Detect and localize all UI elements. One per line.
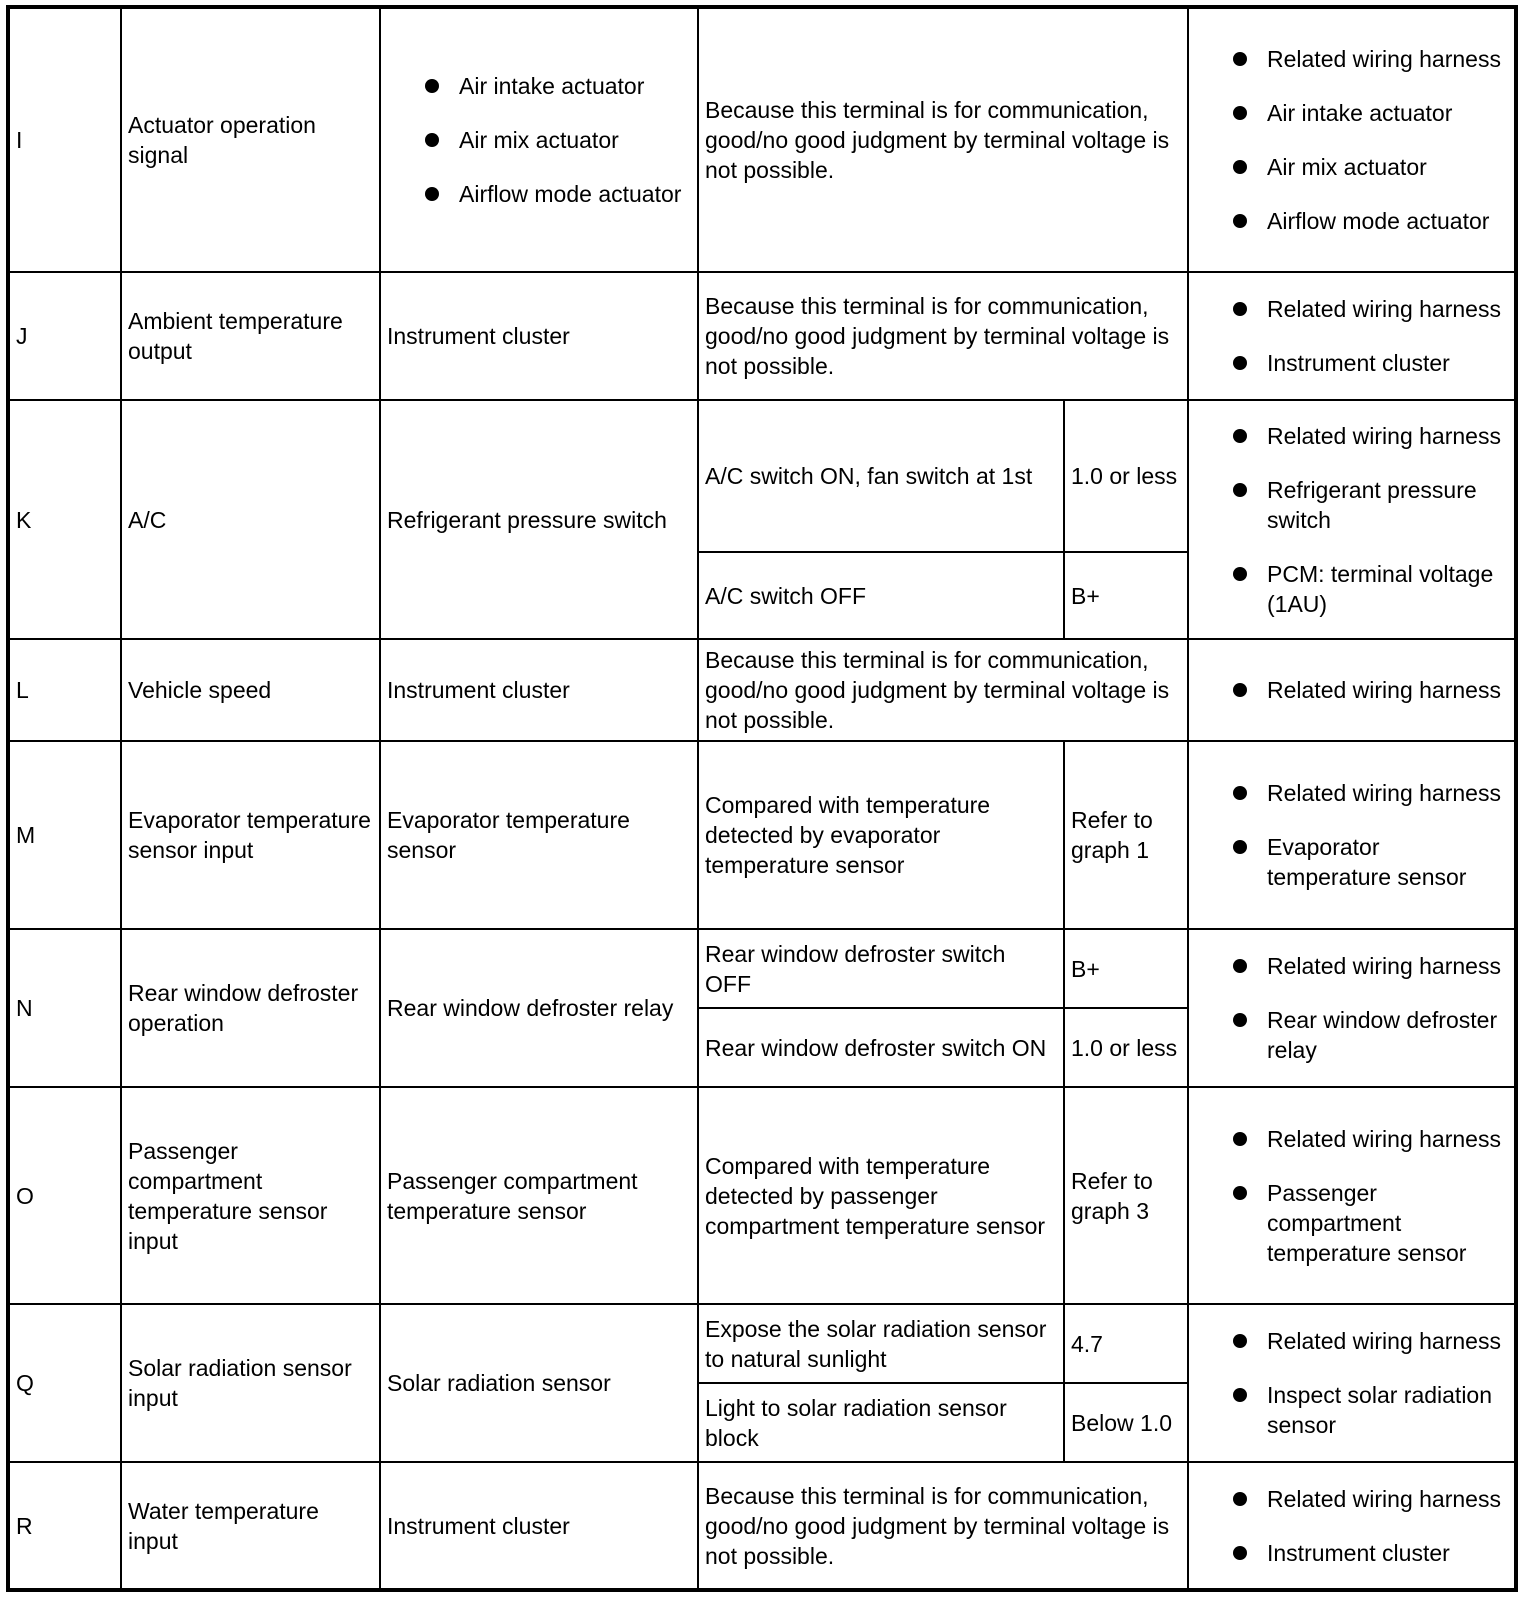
voltage-cell: Refer to graph 3	[1064, 1087, 1188, 1304]
check-items-list	[1229, 44, 1508, 236]
condition-cell: Light to solar radiation sensor block	[698, 1383, 1064, 1462]
check-items-cell	[1188, 7, 1516, 272]
table-row-l	[8, 639, 1516, 741]
condition-cell: A/C switch OFF	[698, 552, 1064, 639]
signal-cell: A/C	[121, 400, 380, 639]
condition-cell: Because this terminal is for communication, good/no good judgment by terminal voltage is not possible.	[698, 1462, 1188, 1590]
list-item: PCM: terminal voltage (1AU)	[1229, 559, 1508, 619]
signal-cell: Water temperature input	[121, 1462, 380, 1590]
condition-cell: Rear window defroster switch OFF	[698, 929, 1064, 1008]
table-row-j	[8, 272, 1516, 400]
table-row-r	[8, 1462, 1516, 1590]
condition-cell: Because this terminal is for communication, good/no good judgment by terminal voltage is not possible.	[698, 7, 1188, 272]
check-items-list	[1229, 294, 1508, 378]
table-row-n	[8, 929, 1516, 1008]
table-row-k	[8, 400, 1516, 552]
connected-to-cell: Instrument cluster	[380, 272, 698, 400]
condition-cell: Rear window defroster switch ON	[698, 1008, 1064, 1087]
terminal-cell: K	[8, 400, 121, 639]
connected-to-cell	[380, 7, 698, 272]
list-item: Refrigerant pressure switch	[1229, 475, 1508, 535]
condition-cell: Because this terminal is for communication, good/no good judgment by terminal voltage is not possible.	[698, 272, 1188, 400]
table-row-o	[8, 1087, 1516, 1304]
check-items-list	[1229, 1124, 1508, 1268]
list-item: Related wiring harness	[1229, 1484, 1508, 1514]
terminal-cell: O	[8, 1087, 121, 1304]
terminal-cell: J	[8, 272, 121, 400]
check-items-cell	[1188, 400, 1516, 639]
check-items-list	[1229, 778, 1508, 892]
connected-to-cell: Instrument cluster	[380, 1462, 698, 1590]
connected-to-cell: Refrigerant pressure switch	[380, 400, 698, 639]
list-item: Airflow mode actuator	[421, 179, 691, 209]
condition-cell: Compared with temperature detected by evaporator temperature sensor	[698, 741, 1064, 929]
check-items-cell	[1188, 1304, 1516, 1462]
list-item: Related wiring harness	[1229, 421, 1508, 451]
list-item: Instrument cluster	[1229, 348, 1508, 378]
check-items-cell	[1188, 639, 1516, 741]
signal-cell: Evaporator temperature sensor input	[121, 741, 380, 929]
check-items-list	[1229, 1326, 1508, 1440]
list-item: Related wiring harness	[1229, 1326, 1508, 1356]
check-items-list	[1229, 1484, 1508, 1568]
signal-cell: Vehicle speed	[121, 639, 380, 741]
voltage-cell: 1.0 or less	[1064, 400, 1188, 552]
table-row-q	[8, 1304, 1516, 1383]
voltage-cell: 1.0 or less	[1064, 1008, 1188, 1087]
voltage-cell: B+	[1064, 929, 1188, 1008]
list-item: Airflow mode actuator	[1229, 206, 1508, 236]
check-items-cell	[1188, 272, 1516, 400]
list-item: Related wiring harness	[1229, 294, 1508, 324]
list-item: Related wiring harness	[1229, 1124, 1508, 1154]
check-items-list	[1229, 421, 1508, 619]
signal-cell: Actuator operation signal	[121, 7, 380, 272]
check-items-list	[1229, 675, 1508, 705]
condition-cell: Expose the solar radiation sensor to natural sunlight	[698, 1304, 1064, 1383]
check-items-cell	[1188, 1462, 1516, 1590]
connected-to-cell: Instrument cluster	[380, 639, 698, 741]
terminal-cell: R	[8, 1462, 121, 1590]
list-item: Air mix actuator	[1229, 152, 1508, 182]
connected-to-list	[421, 71, 691, 209]
list-item: Related wiring harness	[1229, 44, 1508, 74]
connected-to-cell: Evaporator temperature sensor	[380, 741, 698, 929]
check-items-cell	[1188, 929, 1516, 1087]
condition-cell: Compared with temperature detected by passenger compartment temperature sensor	[698, 1087, 1064, 1304]
list-item: Inspect solar radiation sensor	[1229, 1380, 1508, 1440]
list-item: Rear window defroster relay	[1229, 1005, 1508, 1065]
list-item: Evaporator temperature sensor	[1229, 832, 1508, 892]
voltage-cell: Below 1.0	[1064, 1383, 1188, 1462]
list-item: Related wiring harness	[1229, 951, 1508, 981]
condition-cell: Because this terminal is for communication, good/no good judgment by terminal voltage is not possible.	[698, 639, 1188, 741]
list-item: Air intake actuator	[1229, 98, 1508, 128]
table-row-m	[8, 741, 1516, 929]
signal-cell: Passenger compartment temperature sensor input	[121, 1087, 380, 1304]
signal-cell: Rear window defroster operation	[121, 929, 380, 1087]
list-item: Instrument cluster	[1229, 1538, 1508, 1568]
terminal-cell: I	[8, 7, 121, 272]
voltage-cell: 4.7	[1064, 1304, 1188, 1383]
check-items-cell	[1188, 741, 1516, 929]
terminal-cell: Q	[8, 1304, 121, 1462]
list-item: Related wiring harness	[1229, 675, 1508, 705]
signal-cell: Ambient temperature output	[121, 272, 380, 400]
voltage-cell: Refer to graph 1	[1064, 741, 1188, 929]
connected-to-cell: Solar radiation sensor	[380, 1304, 698, 1462]
check-items-cell	[1188, 1087, 1516, 1304]
terminal-voltage-table-page	[6, 5, 1514, 1595]
list-item: Air mix actuator	[421, 125, 691, 155]
terminal-cell: N	[8, 929, 121, 1087]
terminal-cell: M	[8, 741, 121, 929]
list-item: Air intake actuator	[421, 71, 691, 101]
connected-to-cell: Rear window defroster relay	[380, 929, 698, 1087]
condition-cell: A/C switch ON, fan switch at 1st	[698, 400, 1064, 552]
list-item: Passenger compartment temperature sensor	[1229, 1178, 1508, 1268]
list-item: Related wiring harness	[1229, 778, 1508, 808]
connected-to-cell: Passenger compartment temperature sensor	[380, 1087, 698, 1304]
terminal-cell: L	[8, 639, 121, 741]
table-row-i	[8, 7, 1516, 272]
check-items-list	[1229, 951, 1508, 1065]
voltage-cell: B+	[1064, 552, 1188, 639]
terminal-voltage-table	[6, 5, 1518, 1592]
signal-cell: Solar radiation sensor input	[121, 1304, 380, 1462]
